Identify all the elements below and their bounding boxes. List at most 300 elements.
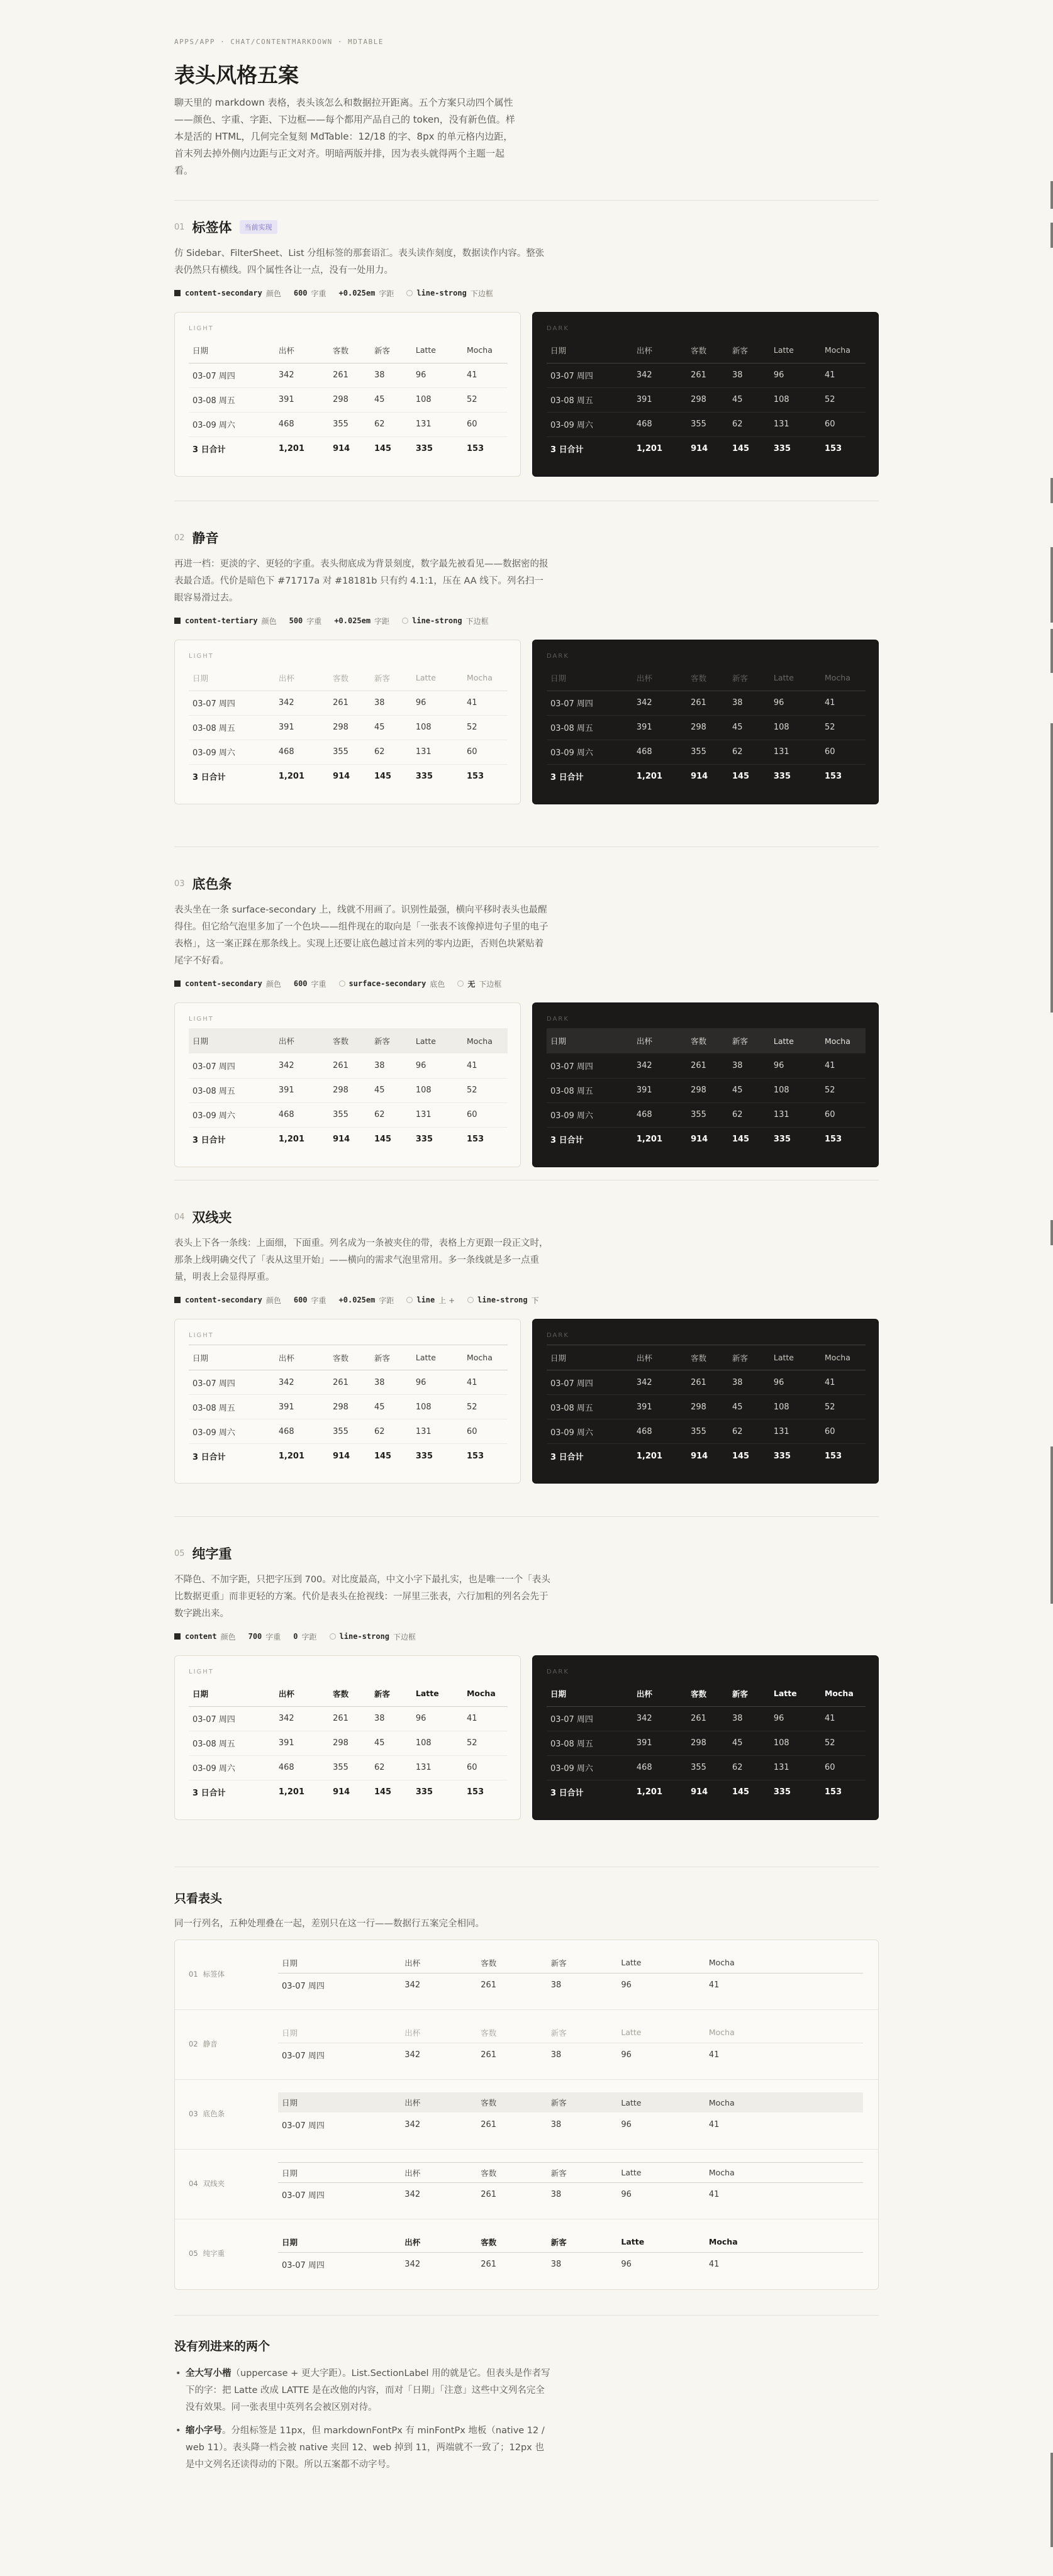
token-item: [339, 1295, 394, 1306]
table-cell: 298: [687, 387, 728, 412]
color-swatch-icon: [174, 618, 181, 624]
total-cell: 3 日合计: [192, 1136, 226, 1146]
table-cell: 38: [728, 363, 770, 387]
section-number: 05: [174, 1548, 185, 1558]
total-cell: 335: [773, 1451, 791, 1461]
header-cell-latte: Latte: [617, 2232, 705, 2252]
header-cell-guests: 客数: [477, 2092, 547, 2112]
table-cell: 03-09 周六: [547, 1102, 633, 1127]
header-cell-mocha: Mocha: [705, 1953, 863, 1973]
table-cell: 355: [329, 740, 370, 764]
total-cell: 3 日合计: [192, 773, 226, 783]
table-cell: 45: [370, 1078, 412, 1102]
scroll-marker: [1050, 887, 1053, 1013]
compare-table: [278, 1953, 863, 1997]
table-cell: 52: [463, 387, 508, 412]
table-row: [189, 1706, 508, 1731]
section-header: [174, 1544, 879, 1563]
header-cell-cups: 出杯: [633, 1345, 687, 1370]
note-text: 。分组标签是 11px，但 markdownFontPx 有 minFontPx 地板（native 12 / web 11）。表头降一档会被 native 夹回 12、web 掉到 11，两端就不一致了；12px 也是中文列名还读得动的下限。所以五案都不动字号。: [186, 2426, 545, 2470]
table-cell: 96: [412, 691, 463, 715]
table-cell: 298: [687, 1395, 728, 1419]
light-preview: [174, 1319, 521, 1484]
header-cell-latte: Latte: [617, 2163, 705, 2183]
table-cell: 52: [463, 715, 508, 740]
section-05: [174, 1544, 879, 1820]
table-cell: 60: [821, 1755, 866, 1780]
section-title: 底色条: [192, 877, 232, 892]
header-cell-cups: 出杯: [275, 1345, 329, 1370]
token-code: content: [185, 1632, 217, 1641]
token-item: [294, 288, 326, 299]
header-cell-date: 日期: [189, 665, 275, 691]
note-item: [174, 2423, 552, 2473]
table-cell: 03-08 周五: [189, 1395, 275, 1419]
section-number: 01: [174, 222, 185, 232]
header-cell-new: 新客: [728, 665, 770, 691]
table-cell: 03-07 周四: [282, 1981, 325, 1991]
table-cell: 342: [404, 2119, 421, 2129]
table-cell: 96: [621, 2259, 632, 2269]
token-code: 700: [248, 1632, 262, 1641]
table-cell: 391: [633, 715, 687, 740]
table-row: [547, 715, 866, 740]
dark-label: DARK: [547, 1016, 569, 1023]
light-preview: [174, 640, 521, 804]
header-cell-guests: 客数: [329, 1345, 370, 1370]
table-cell: 261: [481, 1980, 497, 1990]
table-row: [278, 2183, 863, 2207]
table-cell: 131: [770, 740, 821, 764]
table-row: [189, 387, 508, 412]
scroll-marker: [1050, 1446, 1053, 1604]
table-cell: 45: [728, 387, 770, 412]
token-list: [174, 1630, 879, 1643]
header-cell-date: 日期: [278, 2232, 401, 2252]
table-cell: 03-08 周五: [547, 1078, 633, 1102]
table-cell: 41: [463, 1706, 508, 1731]
border-swatch-icon: [406, 1297, 413, 1303]
total-cell: 914: [333, 1451, 350, 1461]
header-cell-mocha: Mocha: [463, 665, 508, 691]
token-item: [174, 1631, 236, 1642]
table-row: [547, 691, 866, 715]
total-cell: 335: [415, 772, 433, 782]
total-cell: 914: [333, 1787, 350, 1797]
header-cell-latte: Latte: [770, 1028, 821, 1053]
total-cell: 3 日合计: [192, 445, 226, 455]
table-cell: 41: [463, 691, 508, 715]
total-cell: 335: [415, 444, 433, 454]
header-cell-guests: 客数: [329, 1681, 370, 1706]
table-cell: 03-07 周四: [189, 1370, 275, 1395]
token-item: [294, 1295, 326, 1306]
table-cell: 261: [687, 1053, 728, 1078]
table-cell: 03-09 周六: [189, 1102, 275, 1127]
header-cell-latte: Latte: [412, 1028, 463, 1053]
header-cell-mocha: Mocha: [463, 1681, 508, 1706]
token-label: 字重: [311, 289, 326, 298]
header-cell-new: 新客: [547, 2023, 618, 2043]
token-list: [174, 287, 879, 299]
header-cell-date: 日期: [278, 2023, 401, 2043]
table-cell: 391: [275, 1395, 329, 1419]
compare-section: [174, 1889, 879, 2290]
total-cell: 914: [333, 1135, 350, 1145]
header-cell-guests: 客数: [329, 1028, 370, 1053]
table-cell: 131: [770, 412, 821, 436]
table-row: [189, 1370, 508, 1395]
header-cell-new: 新客: [370, 665, 412, 691]
table-cell: 96: [770, 1370, 821, 1395]
table-cell: 62: [370, 1755, 412, 1780]
table-cell: 03-08 周五: [189, 387, 275, 412]
table-row: [189, 1053, 508, 1078]
token-label: 字重: [306, 616, 322, 626]
scroll-marker: [1050, 2453, 1053, 2547]
table-cell: 342: [275, 691, 329, 715]
header-cell-latte: Latte: [617, 2092, 705, 2112]
token-code: 无: [467, 979, 476, 989]
table-cell: 41: [708, 2190, 720, 2200]
table-cell: 03-07 周四: [282, 2051, 325, 2061]
header-cell-mocha: Mocha: [821, 665, 866, 691]
table-cell: 468: [275, 1755, 329, 1780]
table-cell: 38: [728, 1706, 770, 1731]
table-cell: 355: [329, 1419, 370, 1444]
table-cell: 52: [463, 1395, 508, 1419]
section-desc: 再进一档：更淡的字、更轻的字重。表头彻底成为背景刻度，数字最先被看见——数据密的报表最合适。代价是暗色下 #71717a 对 #18181b 只有约 4.1:1，压在 AA 线下。列名扫一眼容易滑过去。: [174, 559, 549, 603]
total-cell: 335: [415, 1135, 433, 1145]
header-cell-new: 新客: [370, 1345, 412, 1370]
table-cell: 108: [412, 1395, 463, 1419]
table-cell: 62: [728, 1419, 770, 1444]
scroll-marker: [1050, 181, 1053, 209]
table-cell: 355: [329, 412, 370, 436]
total-row: [189, 1444, 508, 1468]
table-cell: 108: [770, 1731, 821, 1755]
compare-label: [189, 2232, 278, 2258]
total-cell: 335: [415, 1787, 433, 1797]
token-label: 字重: [311, 1296, 326, 1305]
total-cell: 335: [773, 1787, 791, 1797]
total-cell: 914: [691, 1135, 708, 1145]
header-cell-latte: Latte: [412, 1345, 463, 1370]
table-cell: 261: [687, 691, 728, 715]
table-cell: 468: [633, 1419, 687, 1444]
total-cell: 145: [732, 1787, 750, 1797]
page-title: 表头风格五案: [174, 63, 299, 87]
table-cell: 468: [275, 740, 329, 764]
token-item: [406, 288, 493, 299]
header-cell-guests: 客数: [477, 2023, 547, 2043]
token-item: [174, 616, 277, 626]
header-cell-new: 新客: [728, 1345, 770, 1370]
section-desc: 表头上下各一条线：上面细，下面重。列名成为一条被夹住的带，表格上方更跟一段正文时，那条上线明确交代了「表从这里开始」——横向的需求气泡里常用。多一条线就是多一点重量，明表上会显得厚重。: [174, 1238, 549, 1282]
dark-preview: [532, 1319, 879, 1484]
table-row: [547, 363, 866, 387]
table-cell: 355: [687, 740, 728, 764]
table-cell: 03-07 周四: [282, 2191, 325, 2201]
table-cell: 96: [412, 1706, 463, 1731]
table-cell: 03-07 周四: [189, 1706, 275, 1731]
note-item: [174, 2365, 552, 2416]
total-cell: 145: [732, 444, 750, 454]
total-row: [189, 764, 508, 789]
table-cell: 96: [621, 1980, 632, 1990]
preview-panels: [174, 312, 879, 477]
total-cell: 153: [824, 772, 842, 782]
section-desc: 表头坐在一条 surface-secondary 上，线就不用画了。识别性最强，横向平移时表头也最醒得住。但它给气泡里多加了一个色块——组件现在的取向是「一张表不该像掉进句子里的电子表格」，这一案正踩在那条线上。实现上还要让底色越过首末列的零内边距，否则色块紧贴着尾字不好看。: [174, 905, 549, 966]
table-cell: 131: [412, 412, 463, 436]
table-cell: 60: [821, 412, 866, 436]
compare-row: [175, 2010, 878, 2080]
table-cell: 298: [329, 1731, 370, 1755]
table-row: [189, 412, 508, 436]
scroll-marker: [1050, 223, 1053, 248]
compare-name: 标签体: [203, 1970, 225, 1979]
table-cell: 38: [370, 1370, 412, 1395]
table-cell: 131: [770, 1102, 821, 1127]
table-cell: 468: [275, 1102, 329, 1127]
token-code: 0: [293, 1632, 298, 1641]
token-list: [174, 614, 879, 627]
data-table: [189, 665, 508, 789]
scroll-marker: [1050, 547, 1053, 623]
table-cell: 261: [687, 363, 728, 387]
header-cell-guests: 客数: [477, 2232, 547, 2252]
table-cell: 38: [550, 2050, 562, 2060]
token-item: [293, 1631, 316, 1642]
token-list: [174, 1294, 879, 1306]
total-cell: 3 日合计: [550, 1136, 584, 1146]
header-cell-cups: 出杯: [633, 1028, 687, 1053]
table-row: [189, 363, 508, 387]
token-label: 下边框: [470, 289, 493, 298]
header-cell-guests: 客数: [687, 1345, 728, 1370]
table-cell: 41: [708, 2259, 720, 2269]
table-cell: 38: [370, 1706, 412, 1731]
table-cell: 45: [728, 1731, 770, 1755]
compare-name: 底色条: [203, 2109, 225, 2118]
header-cell-guests: 客数: [477, 1953, 547, 1973]
total-cell: 1,201: [278, 444, 304, 454]
table-cell: 03-07 周四: [189, 1053, 275, 1078]
token-list: [174, 977, 879, 990]
divider: [174, 200, 879, 201]
header-cell-date: 日期: [278, 2163, 401, 2183]
table-cell: 261: [329, 691, 370, 715]
header-cell-date: 日期: [189, 1028, 275, 1053]
table-cell: 52: [821, 1731, 866, 1755]
table-cell: 96: [412, 1370, 463, 1395]
section-number: 04: [174, 1212, 185, 1222]
data-table: [547, 1028, 866, 1152]
table-cell: 41: [821, 1370, 866, 1395]
table-cell: 261: [329, 363, 370, 387]
table-cell: 261: [481, 2259, 497, 2269]
header-cell-latte: Latte: [770, 338, 821, 363]
header-cell-mocha: Mocha: [705, 2232, 863, 2252]
header-cell-cups: 出杯: [275, 338, 329, 363]
compare-name: 静音: [203, 2040, 218, 2048]
header-cell-mocha: Mocha: [821, 1345, 866, 1370]
total-row: [547, 436, 866, 461]
table-row: [189, 1078, 508, 1102]
table-cell: 03-09 周六: [189, 1419, 275, 1444]
table-cell: 298: [329, 1078, 370, 1102]
total-row: [189, 436, 508, 461]
section-header: [174, 874, 879, 893]
header-cell-guests: 客数: [687, 1681, 728, 1706]
preview-panels: [174, 640, 879, 804]
table-cell: 62: [370, 1419, 412, 1444]
table-row: [278, 2112, 863, 2136]
section-04: [174, 1208, 879, 1484]
table-cell: 96: [621, 2190, 632, 2200]
header-cell-mocha: Mocha: [705, 2092, 863, 2112]
table-cell: 03-09 周六: [547, 740, 633, 764]
header-cell-mocha: Mocha: [705, 2163, 863, 2183]
compare-desc: 同一行列名，五种处理叠在一起，差别只在这一行——数据行五案完全相同。: [174, 1919, 484, 1929]
table-cell: 468: [275, 1419, 329, 1444]
data-table: [547, 1345, 866, 1468]
table-row: [547, 412, 866, 436]
table-row: [189, 1395, 508, 1419]
preview-panels: [174, 1002, 879, 1167]
table-cell: 45: [370, 715, 412, 740]
table-cell: 391: [275, 387, 329, 412]
header-cell-date: 日期: [278, 1953, 401, 1973]
dark-preview: [532, 1002, 879, 1167]
token-item: [248, 1631, 281, 1642]
table-cell: 96: [770, 363, 821, 387]
compare-num: 04: [189, 2179, 198, 2188]
total-cell: 335: [415, 1451, 433, 1461]
table-cell: 391: [275, 715, 329, 740]
token-label: 字距: [379, 1296, 394, 1305]
total-row: [547, 1780, 866, 1804]
compare-label: [189, 2023, 278, 2049]
compare-num: 02: [189, 2040, 198, 2048]
table-cell: 03-09 周六: [547, 412, 633, 436]
table-row: [547, 387, 866, 412]
table-cell: 391: [633, 1078, 687, 1102]
header-cell-guests: 客数: [687, 1028, 728, 1053]
table-cell: 03-07 周四: [547, 363, 633, 387]
table-cell: 62: [728, 412, 770, 436]
header-cell-mocha: Mocha: [463, 1028, 508, 1053]
table-cell: 108: [770, 387, 821, 412]
token-code: surface-secondary: [348, 979, 426, 988]
section-title: 静音: [192, 531, 219, 546]
compare-table: [278, 2023, 863, 2067]
table-cell: 342: [404, 2050, 421, 2060]
scroll-marker: [1050, 478, 1053, 503]
table-cell: 38: [728, 691, 770, 715]
total-row: [547, 1127, 866, 1152]
table-cell: 03-07 周四: [547, 1706, 633, 1731]
note-text: （uppercase + 更大字距）。List.SectionLabel 用的就是它。但表头是作者写下的字：把 Latte 改成 LATTE 是在改他的内容，而对「日期」「注意」这些中文列名完全没有效果。同一张表里中英列名会被区别对待。: [186, 2368, 550, 2412]
border-swatch-icon: [467, 1297, 474, 1303]
token-item: [467, 1295, 539, 1306]
table-cell: 60: [463, 1102, 508, 1127]
token-label: 颜色: [265, 289, 281, 298]
table-cell: 342: [275, 363, 329, 387]
table-cell: 41: [821, 1706, 866, 1731]
header-cell-latte: Latte: [770, 1345, 821, 1370]
dark-label: DARK: [547, 1332, 569, 1339]
table-cell: 355: [687, 1755, 728, 1780]
light-preview: [174, 1002, 521, 1167]
section-01: [174, 218, 879, 477]
total-row: [189, 1127, 508, 1152]
table-cell: 60: [463, 740, 508, 764]
table-cell: 03-07 周四: [282, 2121, 325, 2131]
table-cell: 03-07 周四: [547, 1053, 633, 1078]
table-cell: 03-07 周四: [547, 691, 633, 715]
border-swatch-icon: [402, 618, 408, 624]
table-cell: 38: [550, 2259, 562, 2269]
table-cell: 41: [708, 2050, 720, 2060]
total-cell: 153: [466, 444, 484, 454]
total-cell: 153: [466, 772, 484, 782]
table-cell: 03-09 周六: [189, 1755, 275, 1780]
header-cell-cups: 出杯: [401, 1953, 477, 1973]
token-label: 颜色: [265, 979, 281, 989]
table-cell: 96: [412, 1053, 463, 1078]
light-label: LIGHT: [189, 1668, 214, 1675]
table-row: [189, 740, 508, 764]
header-cell-date: 日期: [278, 2092, 401, 2112]
total-cell: 1,201: [636, 1451, 662, 1461]
token-label: 字距: [301, 1632, 317, 1641]
table-cell: 03-09 周六: [189, 412, 275, 436]
compare-row: [175, 1940, 878, 2010]
color-swatch-icon: [174, 1297, 181, 1303]
header-cell-guests: 客数: [687, 338, 728, 363]
table-cell: 298: [329, 387, 370, 412]
token-label: 字距: [379, 289, 394, 298]
table-row: [547, 1755, 866, 1780]
token-code: +0.025em: [334, 616, 371, 625]
section-02: [174, 528, 879, 804]
dark-label: DARK: [547, 325, 569, 332]
table-cell: 468: [633, 1755, 687, 1780]
compare-panel: [174, 1940, 879, 2290]
table-cell: 261: [329, 1370, 370, 1395]
divider: [174, 1516, 879, 1517]
table-cell: 38: [550, 1980, 562, 1990]
divider: [174, 2315, 879, 2316]
notes-list: [174, 2365, 552, 2473]
table-cell: 298: [687, 715, 728, 740]
dark-preview: [532, 1655, 879, 1820]
header-cell-mocha: Mocha: [821, 1681, 866, 1706]
token-item: [339, 979, 445, 989]
intro-text: 聊天里的 markdown 表格，表头该怎么和数据拉开距离。五个方案只动四个属性——颜色、字重、字距、下边框——每个都用产品自己的 token，没有新色值。样本是活的 HTML，几何完全复刻 MdTable：12/18 的字、8px 的单元格内边距，首末列去掉外侧内边距与正文对齐。明暗两版并排，因为表头就得两个主题一起看。: [174, 97, 515, 176]
header-cell-guests: 客数: [329, 338, 370, 363]
table-cell: 45: [370, 1395, 412, 1419]
table-row: [547, 1706, 866, 1731]
header-cell-date: 日期: [547, 1345, 633, 1370]
table-cell: 03-08 周五: [189, 1078, 275, 1102]
header-cell-cups: 出杯: [633, 665, 687, 691]
header-cell-cups: 出杯: [275, 665, 329, 691]
border-swatch-icon: [330, 1633, 336, 1640]
table-cell: 391: [275, 1731, 329, 1755]
table-cell: 60: [821, 1419, 866, 1444]
